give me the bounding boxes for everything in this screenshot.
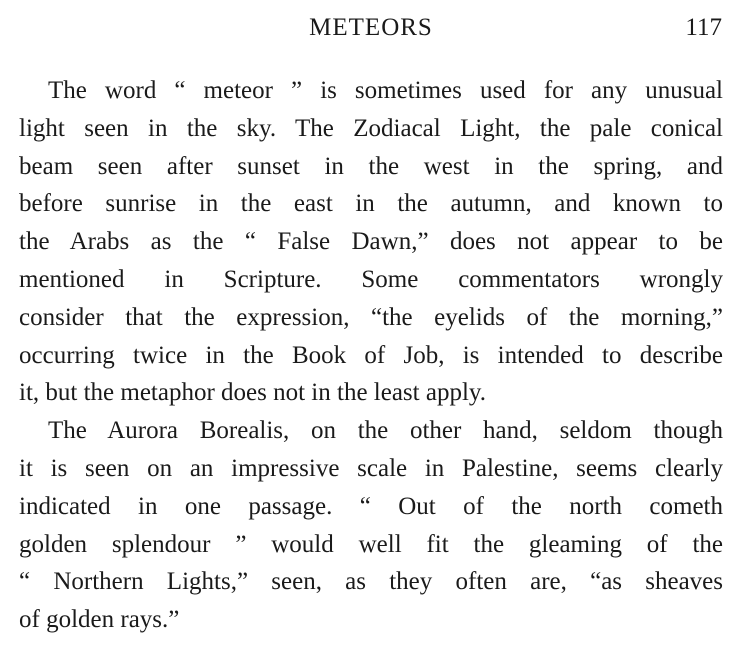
page-number: 117 <box>685 14 722 41</box>
text-line: “ Northern Lights,” seen, as they often are, “as sheaves <box>19 568 723 596</box>
text-line: beam seen after sunset in the west in the spring, and <box>19 152 723 180</box>
text-line: light seen in the sky. The Zodiacal Light, the pale conical <box>19 114 723 142</box>
text-line: mentioned in Scripture. Some commentators wrongly <box>19 265 723 293</box>
text-line: before sunrise in the east in the autumn, and known to <box>19 190 723 218</box>
text-line: consider that the expression, “the eyelids of the morning,” <box>19 303 723 331</box>
paragraph-aurora <box>19 412 723 639</box>
text-line: the Arabs as the “ False Dawn,” does not appear to be <box>19 228 723 256</box>
text-line: The word “ meteor ” is sometimes used for any unusual <box>48 77 723 104</box>
text-line: The Aurora Borealis, on the other hand, seldom though <box>48 417 723 445</box>
text-line: golden splendour ” would well fit the gleaming of the <box>19 530 723 558</box>
text-line: occurring twice in the Book of Job, is intended to describe <box>19 341 723 369</box>
text-line: of golden rays.” <box>19 606 180 634</box>
paragraph-meteor <box>19 72 723 412</box>
chapter-title: METEORS <box>309 14 433 41</box>
text-line: it is seen on an impressive scale in Palestine, seems clearly <box>19 454 723 482</box>
text-line: it, but the metaphor does not in the least apply. <box>19 379 487 407</box>
body-text <box>19 72 723 639</box>
text-line: indicated in one passage. “ Out of the north cometh <box>19 492 723 520</box>
